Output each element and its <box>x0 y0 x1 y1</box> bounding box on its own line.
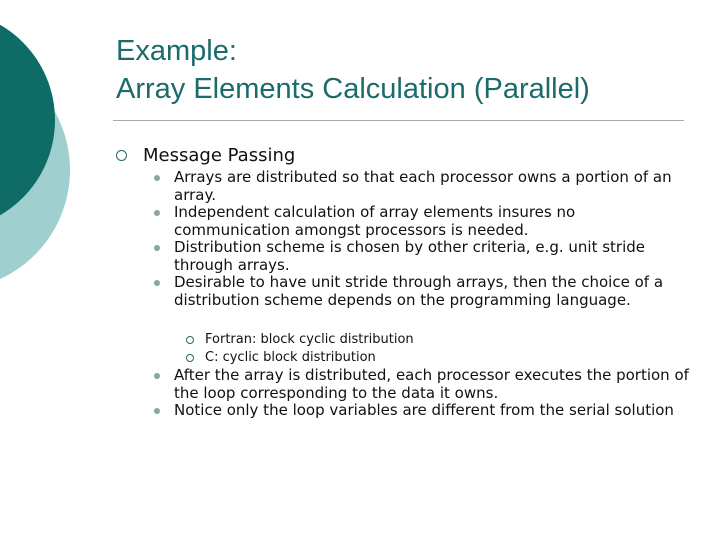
bullet-dot-icon <box>154 175 160 181</box>
list-item <box>152 204 692 239</box>
bullet-text: Notice only the loop variables are different from the serial solution <box>174 401 674 419</box>
bullet-dot-icon <box>154 280 160 286</box>
bullet-text: Distribution scheme is chosen by other criteria, e.g. unit stride through arrays. <box>174 238 645 274</box>
sub-bullet-list <box>186 331 686 366</box>
list-item <box>152 367 692 402</box>
hollow-circle-bullet-icon <box>186 354 194 362</box>
sub-bullet-text: C: cyclic block distribution <box>205 349 376 365</box>
hollow-circle-bullet-icon <box>186 336 194 344</box>
title-line-1: Example: <box>116 35 237 67</box>
hollow-circle-bullet-icon <box>116 150 127 161</box>
bullet-dot-icon <box>154 408 160 414</box>
list-item <box>152 239 692 274</box>
bullet-dot-icon <box>154 245 160 251</box>
list-item <box>152 274 692 309</box>
heading-text: Message Passing <box>143 145 296 166</box>
bullet-text: Independent calculation of array elements insures no communication amongst processors is needed. <box>174 203 576 239</box>
bullet-text: Arrays are distributed so that each processor owns a portion of an array. <box>174 168 672 204</box>
slide-title <box>116 32 706 108</box>
decorative-circles <box>0 0 120 300</box>
bullet-list-b <box>152 367 692 420</box>
bullet-text: After the array is distributed, each processor executes the portion of the loop corresponding to the data it owns. <box>174 366 689 402</box>
title-divider <box>113 120 684 121</box>
bullet-dot-icon <box>154 210 160 216</box>
sub-bullet-text: Fortran: block cyclic distribution <box>205 332 414 347</box>
list-item <box>186 331 686 349</box>
bullet-list-a <box>152 169 692 309</box>
title-line-2: Array Elements Calculation (Parallel) <box>116 73 590 105</box>
list-item <box>152 402 692 420</box>
list-item <box>152 169 692 204</box>
bullet-dot-icon <box>154 373 160 379</box>
list-item <box>186 349 686 367</box>
bullet-text: Desirable to have unit stride through arrays, then the choice of a distribution scheme depends on the programming language. <box>174 273 664 309</box>
